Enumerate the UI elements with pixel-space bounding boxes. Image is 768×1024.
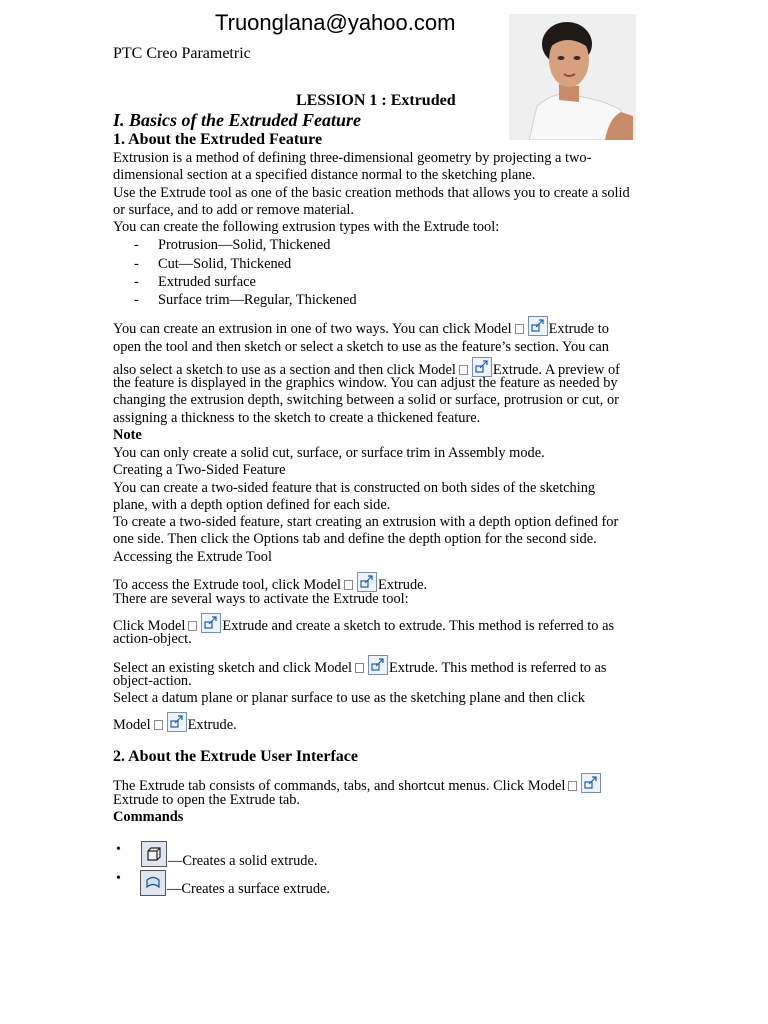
- command-description: —Creates a solid extrude.: [168, 853, 318, 869]
- arrow-glyph-icon: [188, 621, 197, 631]
- paragraph-line: Use the Extrude tool as one of the basic creation methods that allows you to create a solid: [113, 185, 630, 201]
- text-fragment: also select a sketch to use as a section and then click Model: [113, 362, 456, 378]
- list-item: Protrusion—Solid, Thickened: [158, 237, 331, 253]
- arrow-glyph-icon: [459, 365, 468, 375]
- arrow-glyph-icon: [568, 781, 577, 791]
- paragraph-line: Extrude to open the Extrude tab.: [113, 792, 301, 808]
- extrude-icon: [472, 357, 492, 377]
- surface-extrude-icon: [140, 870, 166, 896]
- paragraph-line: open the tool and then sketch or select a sketch to use as the feature’s section. You can: [113, 339, 609, 355]
- text-fragment: To access the Extrude tool, click Model: [113, 577, 341, 593]
- text-fragment: Extrude. A preview of: [492, 362, 620, 378]
- bullet: •: [116, 842, 121, 857]
- paragraph-line: You can create a two-sided feature that is constructed on both sides of the sketching: [113, 480, 596, 496]
- text-fragment: Extrude.: [187, 717, 237, 733]
- paragraph-line: the feature is displayed in the graphics window. You can adjust the feature as needed by: [113, 375, 618, 391]
- text-fragment: You can create an extrusion in one of two ways. You can click Model: [113, 321, 512, 337]
- paragraph-line: plane, with a depth option defined for each side.: [113, 497, 391, 513]
- text-fragment: Extrude. This method is referred to as: [388, 660, 607, 676]
- list-item: Extruded surface: [158, 274, 256, 290]
- paragraph-line: Select a datum plane or planar surface to use as the sketching plane and then click: [113, 690, 585, 706]
- heading-about-extruded: 1. About the Extruded Feature: [113, 131, 323, 148]
- list-dash: -: [134, 256, 139, 272]
- command-description: —Creates a surface extrude.: [167, 881, 331, 897]
- text-fragment: The Extrude tab consists of commands, tabs, and shortcut menus. Click Model: [113, 778, 566, 794]
- paragraph-line: assigning a thickness to the sketch to create a thickened feature.: [113, 410, 481, 426]
- extrude-icon: [201, 613, 221, 633]
- text-fragment: Click Model: [113, 618, 186, 634]
- paragraph-line: dimensional section at a specified distance normal to the sketching plane.: [113, 167, 536, 183]
- list-dash: -: [134, 274, 139, 290]
- note-label: Note: [113, 427, 142, 443]
- paragraph-line: changing the extrusion depth, switching between a solid or surface, protrusion or cut, or: [113, 392, 619, 408]
- extrude-icon: [357, 572, 377, 592]
- paragraph-line: or surface, and to add or remove material.: [113, 202, 354, 218]
- paragraph-line: one side. Then click the Options tab and define the depth option for the second side.: [113, 531, 597, 547]
- paragraph-line: object-action.: [113, 673, 192, 689]
- paragraph-line: [113, 712, 237, 734]
- author-email: Truonglana@yahoo.com: [215, 10, 456, 35]
- list-dash: -: [134, 292, 139, 308]
- text-fragment: Extrude to: [548, 321, 609, 337]
- paragraph-line: Extrusion is a method of defining three-dimensional geometry by projecting a two-: [113, 150, 592, 166]
- list-item: Cut—Solid, Thickened: [158, 256, 292, 272]
- paragraph-line: To create a two-sided feature, start creating an extrusion with a depth option defined for: [113, 514, 619, 530]
- list-item: Surface trim—Regular, Thickened: [158, 292, 357, 308]
- document-subtitle: PTC Creo Parametric: [113, 45, 251, 62]
- arrow-glyph-icon: [344, 580, 353, 590]
- section-title-basics: I. Basics of the Extruded Feature: [113, 110, 362, 130]
- author-portrait: [509, 14, 636, 140]
- text-fragment: Select an existing sketch and click Model: [113, 660, 352, 676]
- paragraph-line: There are several ways to activate the Extrude tool:: [113, 591, 409, 607]
- heading-extrude-ui: 2. About the Extrude User Interface: [113, 748, 359, 765]
- text-fragment: Extrude and create a sketch to extrude. This method is referred to as: [222, 618, 615, 634]
- bullet: •: [116, 871, 121, 886]
- arrow-glyph-icon: [355, 663, 364, 673]
- list-dash: -: [134, 237, 139, 253]
- subheading-accessing: Accessing the Extrude Tool: [113, 549, 272, 565]
- extrude-icon: [581, 773, 601, 793]
- paragraph-line: action-object.: [113, 631, 192, 647]
- extrude-icon: [528, 316, 548, 336]
- commands-label: Commands: [113, 809, 184, 825]
- text-fragment: Extrude.: [377, 577, 428, 593]
- note-text: You can only create a solid cut, surface, or surface trim in Assembly mode.: [113, 445, 545, 461]
- arrow-glyph-icon: [154, 720, 163, 730]
- lesson-title: LESSION 1 : Extruded: [296, 92, 456, 109]
- extrude-icon: [167, 712, 187, 732]
- paragraph-line: You can create the following extrusion types with the Extrude tool:: [113, 219, 500, 235]
- paragraph-line: [113, 316, 609, 338]
- text-fragment: Model: [113, 717, 151, 733]
- subheading-two-sided: Creating a Two-Sided Feature: [113, 462, 286, 478]
- extrude-icon: [368, 655, 388, 675]
- solid-extrude-icon: [141, 841, 167, 867]
- arrow-glyph-icon: [515, 324, 524, 334]
